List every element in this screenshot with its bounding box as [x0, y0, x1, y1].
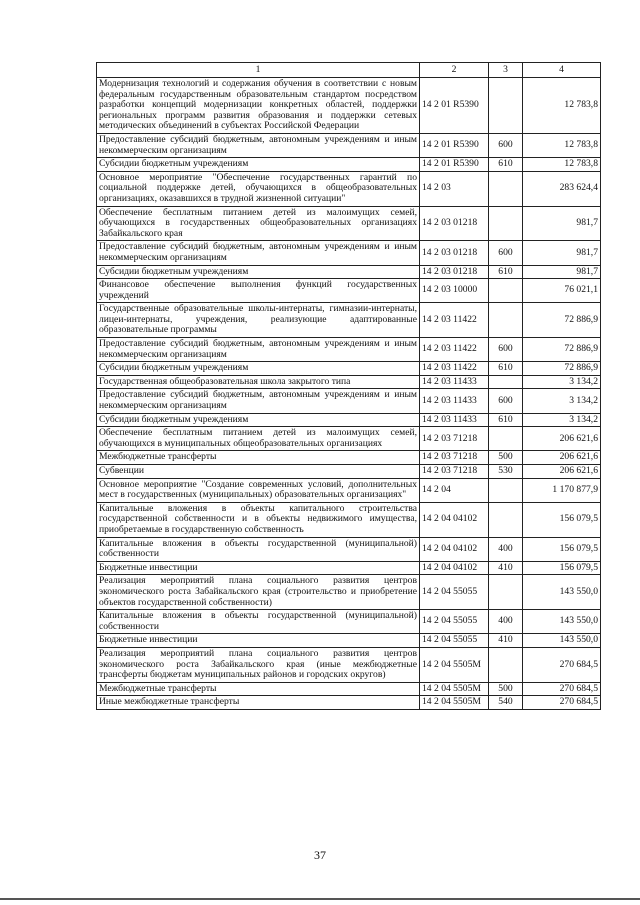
cell-amount: 12 783,8: [523, 78, 601, 134]
bottom-rule: [0, 898, 640, 900]
table-row: [97, 465, 601, 479]
cell-amount: 72 886,9: [523, 338, 601, 362]
header-cell-name: 1: [97, 63, 420, 78]
cell-amount: 206 621,6: [523, 451, 601, 465]
cell-code: 14 2 03 01218: [420, 241, 489, 265]
cell-code: 14 2 03 11433: [420, 375, 489, 389]
cell-amount: 1 170 877,9: [523, 478, 601, 502]
cell-code: 14 2 03 11422: [420, 338, 489, 362]
cell-type: 530: [489, 465, 523, 479]
table-row: [97, 338, 601, 362]
cell-name: Межбюджетные трансферты: [97, 451, 420, 465]
cell-amount: 156 079,5: [523, 537, 601, 561]
table-row: [97, 362, 601, 376]
cell-type: 610: [489, 413, 523, 427]
cell-name: Государственная общеобразовательная школа закрытого типа: [97, 375, 420, 389]
cell-name: Капитальные вложения в объекты капитального строительства государственной собственности и в объекты недвижимого имущества, приобретаемые в государственную собственность: [97, 502, 420, 537]
cell-name: Основное мероприятие "Создание современных условий, дополнительных мест в государственных (муниципальных) образовательных организациях": [97, 478, 420, 502]
cell-code: 14 2 04 5505М: [420, 696, 489, 710]
cell-type: [489, 502, 523, 537]
header-cell-type: 3: [489, 63, 523, 78]
cell-amount: 981,7: [523, 206, 601, 241]
cell-name: Бюджетные инвестиции: [97, 634, 420, 648]
cell-name: Реализация мероприятий плана социального развития центров экономического роста Забайкальского края (иные межбюджетные трансферты бюджетам муниципальных районов и городских округов): [97, 647, 420, 682]
cell-type: 610: [489, 265, 523, 279]
table-row: [97, 171, 601, 206]
table-row: [97, 451, 601, 465]
cell-type: 410: [489, 561, 523, 575]
cell-amount: 156 079,5: [523, 561, 601, 575]
table-row: [97, 265, 601, 279]
cell-type: 610: [489, 158, 523, 172]
table-row: [97, 78, 601, 134]
cell-name: Капитальные вложения в объекты государственной (муниципальной) собственности: [97, 610, 420, 634]
cell-code: 14 2 03: [420, 171, 489, 206]
cell-amount: 72 886,9: [523, 362, 601, 376]
cell-amount: 981,7: [523, 265, 601, 279]
cell-name: Субсидии бюджетным учреждениям: [97, 413, 420, 427]
cell-amount: 143 550,0: [523, 610, 601, 634]
table-row: [97, 158, 601, 172]
cell-code: 14 2 04 55055: [420, 610, 489, 634]
cell-code: 14 2 03 11422: [420, 303, 489, 338]
table-row: [97, 133, 601, 157]
cell-amount: 283 624,4: [523, 171, 601, 206]
table-row: [97, 478, 601, 502]
table-row: [97, 647, 601, 682]
cell-type: [489, 375, 523, 389]
table-row: [97, 241, 601, 265]
cell-type: 400: [489, 610, 523, 634]
cell-type: 500: [489, 682, 523, 696]
cell-name: Предоставление субсидий бюджетным, автономным учреждениям и иным некоммерческим организациям: [97, 338, 420, 362]
cell-code: 14 2 04 04102: [420, 537, 489, 561]
cell-name: Реализация мероприятий плана социального развития центров экономического роста Забайкальского края (строительство и приобретение объектов государственной собственности): [97, 575, 420, 610]
cell-name: Предоставление субсидий бюджетным, автономным учреждениям и иным некоммерческим организациям: [97, 133, 420, 157]
cell-name: Обеспечение бесплатным питанием детей из малоимущих семей, обучающихся в муниципальных общеобразовательных организациях: [97, 427, 420, 451]
cell-name: Финансовое обеспечение выполнения функций государственных учреждений: [97, 279, 420, 303]
cell-code: 14 2 03 11433: [420, 389, 489, 413]
cell-type: 600: [489, 241, 523, 265]
cell-code: 14 2 01 R5390: [420, 78, 489, 134]
table-row: [97, 389, 601, 413]
cell-type: 600: [489, 133, 523, 157]
cell-type: 540: [489, 696, 523, 710]
cell-code: 14 2 03 01218: [420, 206, 489, 241]
cell-code: 14 2 01 R5390: [420, 158, 489, 172]
table-row: [97, 303, 601, 338]
cell-type: [489, 279, 523, 303]
table-body: [97, 78, 601, 710]
budget-table: [96, 62, 601, 710]
cell-amount: 72 886,9: [523, 303, 601, 338]
table-row: [97, 682, 601, 696]
cell-amount: 270 684,5: [523, 696, 601, 710]
table-row: [97, 427, 601, 451]
cell-name: Субвенции: [97, 465, 420, 479]
cell-type: [489, 303, 523, 338]
header-cell-amount: 4: [523, 63, 601, 78]
cell-name: Предоставление субсидий бюджетным, автономным учреждениям и иным некоммерческим организациям: [97, 241, 420, 265]
cell-amount: 12 783,8: [523, 133, 601, 157]
cell-amount: 981,7: [523, 241, 601, 265]
cell-amount: 270 684,5: [523, 647, 601, 682]
cell-type: 610: [489, 362, 523, 376]
cell-amount: 143 550,0: [523, 634, 601, 648]
cell-type: 500: [489, 451, 523, 465]
cell-code: 14 2 04 5505М: [420, 647, 489, 682]
cell-type: 400: [489, 537, 523, 561]
table-row: [97, 206, 601, 241]
header-row: [97, 63, 601, 78]
table-row: [97, 696, 601, 710]
table-row: [97, 634, 601, 648]
table-row: [97, 575, 601, 610]
table-row: [97, 561, 601, 575]
cell-name: Капитальные вложения в объекты государственной (муниципальной) собственности: [97, 537, 420, 561]
cell-code: 14 2 03 10000: [420, 279, 489, 303]
table-row: [97, 502, 601, 537]
cell-name: Иные межбюджетные трансферты: [97, 696, 420, 710]
cell-amount: 76 021,1: [523, 279, 601, 303]
cell-code: 14 2 04 55055: [420, 634, 489, 648]
cell-code: 14 2 04 04102: [420, 502, 489, 537]
cell-type: [489, 427, 523, 451]
cell-name: Модернизация технологий и содержания обучения в соответствии с новым федеральным государственным образовательным стандартом посредством разработки концепций модернизации конкретных областей, поддержки региональных программ развития образования и поддержки сетевых методических объединений в субъектах Российской Федерации: [97, 78, 420, 134]
cell-amount: 143 550,0: [523, 575, 601, 610]
cell-name: Основное мероприятие "Обеспечение государственных гарантий по социальной поддержке детей, обучающихся в общеобразовательных организациях, оказавшихся в трудной жизненной ситуации": [97, 171, 420, 206]
cell-name: Субсидии бюджетным учреждениям: [97, 362, 420, 376]
cell-amount: 206 621,6: [523, 465, 601, 479]
table-row: [97, 375, 601, 389]
cell-amount: 3 134,2: [523, 389, 601, 413]
cell-type: [489, 78, 523, 134]
cell-code: 14 2 04: [420, 478, 489, 502]
cell-type: [489, 575, 523, 610]
cell-code: 14 2 04 55055: [420, 575, 489, 610]
cell-amount: 3 134,2: [523, 375, 601, 389]
cell-type: 410: [489, 634, 523, 648]
cell-type: [489, 206, 523, 241]
table-row: [97, 279, 601, 303]
cell-type: [489, 478, 523, 502]
page-number: 37: [314, 848, 326, 862]
cell-code: 14 2 01 R5390: [420, 133, 489, 157]
cell-amount: 270 684,5: [523, 682, 601, 696]
cell-type: 600: [489, 338, 523, 362]
cell-code: 14 2 03 71218: [420, 451, 489, 465]
cell-code: 14 2 04 04102: [420, 561, 489, 575]
cell-amount: 3 134,2: [523, 413, 601, 427]
cell-type: [489, 171, 523, 206]
cell-type: 600: [489, 389, 523, 413]
cell-name: Межбюджетные трансферты: [97, 682, 420, 696]
table-row: [97, 537, 601, 561]
table-row: [97, 610, 601, 634]
cell-code: 14 2 04 5505М: [420, 682, 489, 696]
cell-name: Субсидии бюджетным учреждениям: [97, 265, 420, 279]
cell-amount: 156 079,5: [523, 502, 601, 537]
header-cell-code: 2: [420, 63, 489, 78]
cell-code: 14 2 03 01218: [420, 265, 489, 279]
cell-name: Обеспечение бесплатным питанием детей из малоимущих семей, обучающихся в государственных общеобразовательных организациях Забайкальского края: [97, 206, 420, 241]
cell-code: 14 2 03 11422: [420, 362, 489, 376]
cell-amount: 206 621,6: [523, 427, 601, 451]
cell-type: [489, 647, 523, 682]
cell-code: 14 2 03 11433: [420, 413, 489, 427]
cell-amount: 12 783,8: [523, 158, 601, 172]
cell-name: Субсидии бюджетным учреждениям: [97, 158, 420, 172]
cell-code: 14 2 03 71218: [420, 465, 489, 479]
cell-name: Бюджетные инвестиции: [97, 561, 420, 575]
cell-name: Предоставление субсидий бюджетным, автономным учреждениям и иным некоммерческим организациям: [97, 389, 420, 413]
cell-name: Государственные образовательные школы-интернаты, гимназии-интернаты, лицеи-интернаты, учреждения, реализующие адаптированные образовательные программы: [97, 303, 420, 338]
table-row: [97, 413, 601, 427]
cell-code: 14 2 03 71218: [420, 427, 489, 451]
